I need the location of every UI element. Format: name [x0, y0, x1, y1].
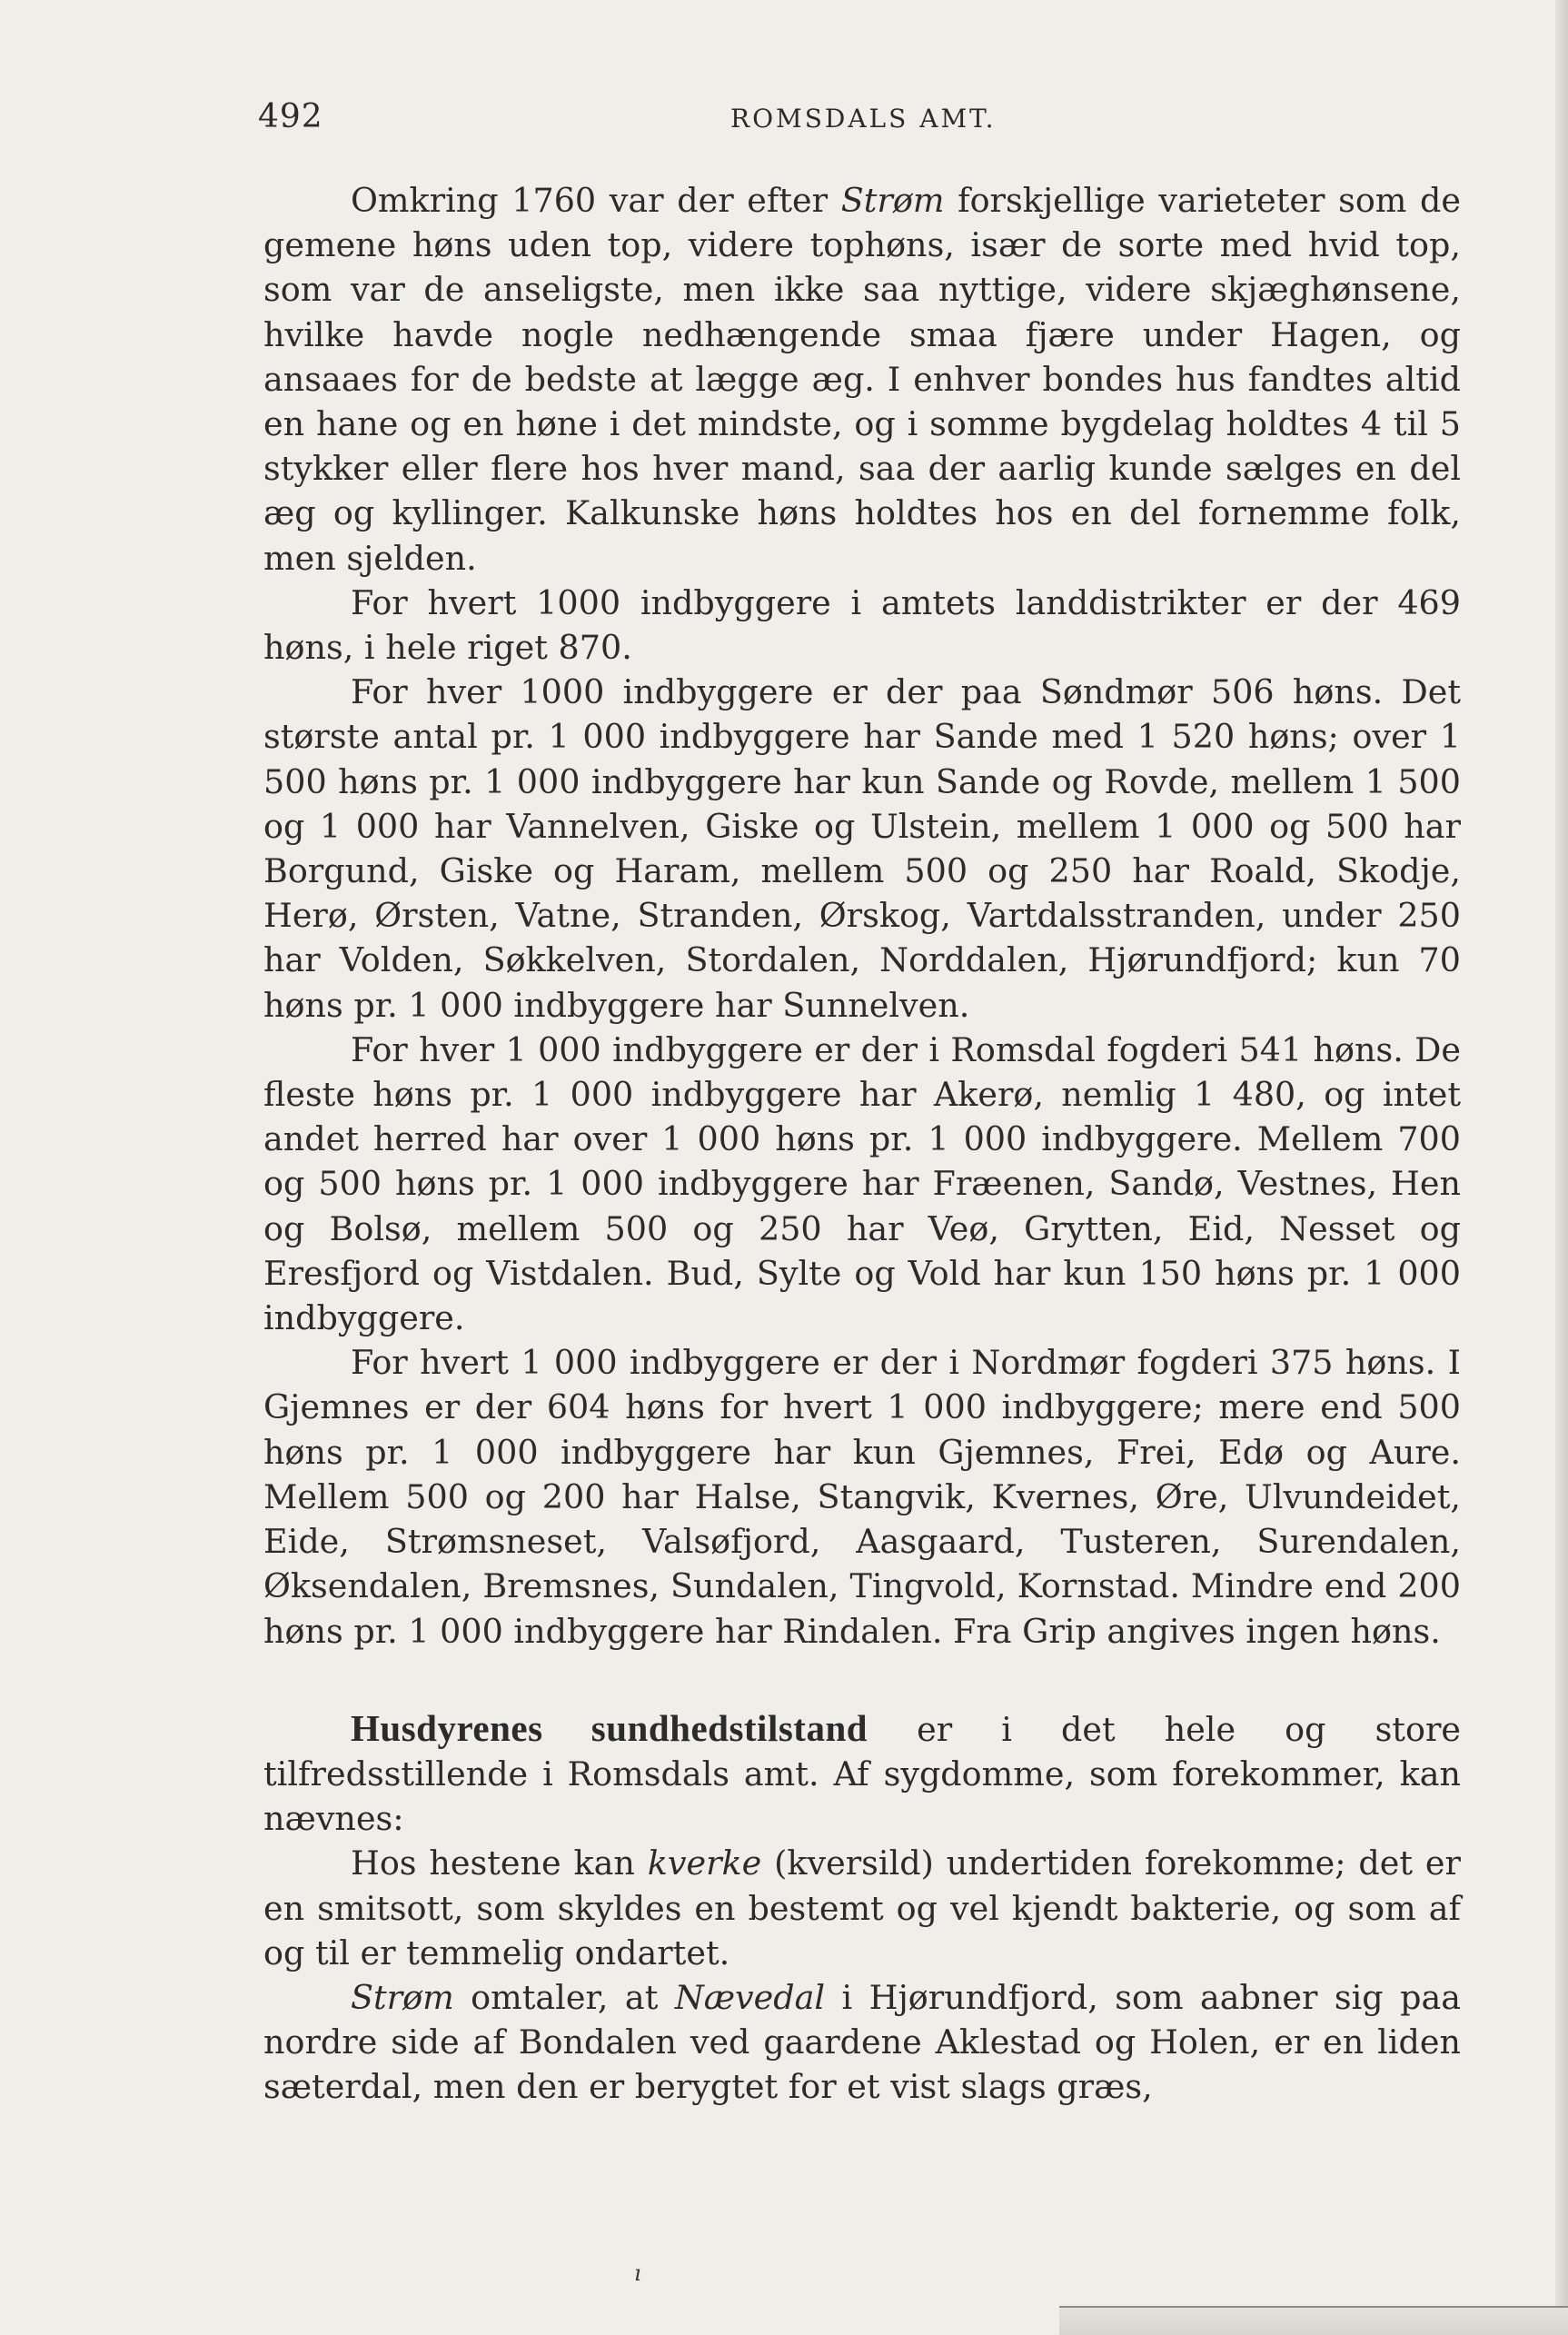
- stray-mark: ı: [634, 2260, 641, 2286]
- author-name: Strøm: [351, 1977, 454, 2017]
- paragraph-romsdal: For hver 1 000 indbyggere er der i Romsdal fogderi 541 høns. De fleste høns pr. 1 000 indbyggere har Akerø, nemlig 1 480, og intet andet herred har over 1 000 høns pr. 1 000 indbyggere. Mellem 700 og 500 høns pr. 1 000 indbyggere har Fræenen, Sandø, Vestnes, Hen og Bolsø, mellem 500 og 250 har Veø, Grytten, Eid, Nesset og Eresfjord og Vistdalen. Bud, Sylte og Vold har kun 150 høns pr. 1 000 indbyggere.: [263, 1029, 1461, 1338]
- place-name: Nævedal: [674, 1977, 826, 2017]
- disease-term: kverke: [647, 1843, 762, 1883]
- paragraph-county-stats: For hvert 1000 indbyggere i amtets landdistrikter er der 469 høns, i hele riget 870.: [263, 582, 1461, 668]
- paragraph-poultry-history: Omkring 1760 var der efter Strøm forskjellige varieteter som de gemene høns uden top, videre tophøns, især de sorte med hvid top, som var de anseligste, men ikke saa nyttige, videre skjæghønsene, hvilke havde nogle nedhængende smaa fjære under Hagen, og ansaaes for de bedste at lægge æg. I enhver bondes hus fandtes altid en hane og en høne i det mindste, og i somme bygdelag holdtes 4 til 5 stykker eller flere hos hver mand, saa der aarlig kunde sælges en del æg og kyllinger. Kalkunske høns holdtes hos en del fornemme folk, men sjelden.: [263, 181, 1462, 578]
- author-name: Strøm: [840, 181, 945, 220]
- paragraph-kverke: Hos hestene kan kverke (kversild) undertiden forekomme; det er en smitsott, som skyldes en bestemt og vel kjendt bakterie, og som af og til er temmelig ondartet.: [263, 1843, 1461, 1972]
- paragraph-health-section: Husdyrenes sundhedstilstand er i det hele og store tilfredsstillende i Romsdals amt. Af sygdomme, som forekommer, kan nævnes:: [263, 1706, 1461, 1839]
- paragraph-naevedal: Strøm omtaler, at Nævedal i Hjørundfjord, som aabner sig paa nordre side af Bondalen ved gaardene Aklestad og Holen, er en liden sæterdal, men den er berygtet for et vist slags græs,: [263, 1977, 1461, 2107]
- section-heading: Husdyrenes sundhedstilstand: [351, 1706, 868, 1749]
- page-edge: [1555, 0, 1568, 2335]
- paragraph-sondmor: For hver 1000 indbyggere er der paa Søndmør 506 høns. Det største antal pr. 1 000 indbyggere har Sande med 1 520 høns; over 1 500 høns pr. 1 000 indbyggere har kun Sande og Rovde, mellem 1 500 og 1 000 har Vannelven, Giske og Ulstein, mellem 1 000 og 500 har Borgund, Giske og Haram, mellem 500 og 250 har Roald, Skodje, Herø, Ørsten, Vatne, Stranden, Ørskog, Vartdalsstranden, under 250 har Volden, Søkkelven, Stordalen, Norddalen, Hjørundfjord; kun 70 høns pr. 1 000 indbyggere har Sunnelven.: [263, 672, 1461, 1025]
- page-curl: [1059, 2306, 1568, 2335]
- running-head: ROMSDALS AMT.: [730, 104, 997, 134]
- body-text: [263, 178, 1461, 2110]
- paragraph-nordmor: For hvert 1 000 indbyggere er der i Nordmør fogderi 375 høns. I Gjemnes er der 604 høns for hvert 1 000 indbyggere; mere end 500 høns pr. 1 000 indbyggere har kun Gjemnes, Frei, Edø og Aure. Mellem 500 og 200 har Halse, Stangvik, Kvernes, Øre, Ulvundeidet, Eide, Strømsneset, Valsøfjord, Aasgaard, Tusteren, Surendalen, Øksendalen, Bremsnes, Sundalen, Tingvold, Kornstad. Mindre end 200 høns pr. 1 000 indbyggere har Rindalen. Fra Grip angives ingen høns.: [263, 1343, 1461, 1651]
- page-header: [258, 98, 1448, 144]
- page-number: 492: [258, 98, 323, 135]
